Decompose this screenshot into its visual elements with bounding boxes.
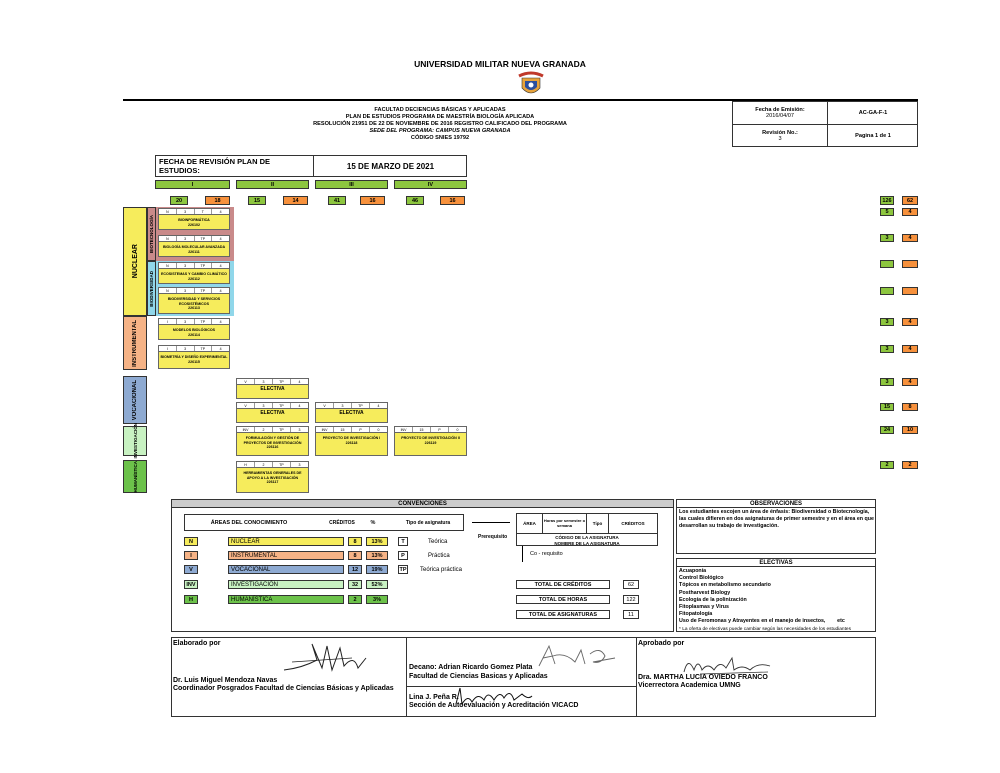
row-total-hours: 4 — [902, 345, 918, 353]
signature-gomez — [535, 642, 625, 672]
course-meta-cell: V — [237, 379, 255, 384]
sec-role: Sección de Autoevaluación y Acreditación VICACD — [409, 702, 579, 709]
course-meta-cell: 2 — [255, 462, 273, 467]
convention-name: INSTRUMENTAL — [228, 551, 344, 560]
semester-credits: 46 — [406, 196, 424, 205]
area-instrumental — [123, 316, 147, 370]
course-meta-cell: 4 — [219, 347, 222, 351]
course-meta-cell: TP — [195, 319, 213, 324]
elaborated-role: Coordinador Posgrados Facultad de Ciencias Básicas y Aplicadas — [173, 685, 394, 692]
course-name: ELECTIVA — [339, 410, 364, 416]
course-name: PROYECTO DE INVESTIGACIÓN I 226118 — [322, 436, 381, 445]
course-meta-cell: 3 — [298, 463, 301, 467]
area-nuclear — [123, 207, 147, 316]
row-total-credits — [880, 287, 894, 295]
electives-list — [679, 568, 874, 633]
semester-credits: 41 — [328, 196, 346, 205]
area-instrumental-label: INSTRUMENTAL — [132, 319, 138, 367]
header-meta-box — [732, 101, 918, 147]
revision-date-value: 15 DE MARZO DE 2021 — [313, 156, 467, 176]
course-meta-cell: H — [237, 462, 255, 467]
type-code: TP — [399, 566, 407, 573]
header-line: FACULTAD DECIENCIAS BÁSICAS Y APLICADAS — [374, 106, 506, 113]
course-meta-cell: 3 — [177, 209, 195, 214]
row-total-credits: 3 — [880, 318, 894, 326]
course-name: ECOSISTEMAS Y CAMBIO CLIMÁTICO 226112 — [161, 272, 227, 281]
convention-code: INV — [184, 580, 198, 589]
elective-item: Fitoplasmas y Virus — [679, 604, 729, 611]
fecha-emision-label: Fecha de Emisión: — [755, 107, 805, 113]
doc-code: AC-GA-F-1 — [828, 102, 918, 125]
electives-note: * La oferta de electivas puede cambiar según las necesidades de los estudiantes — [679, 626, 851, 632]
sec-name: Lina J. Peña R. — [409, 694, 459, 701]
course-key — [516, 513, 658, 546]
course-card-electiva[interactable] — [236, 378, 309, 399]
row-total-credits: 2 — [880, 461, 894, 469]
header-line: RESOLUCIÓN 21951 DE 22 DE NOVIEMBRE DE 2016 REGISTRO CALIFICADO DEL PROGRAMA — [313, 120, 567, 127]
key-hours: Horas por semestre o semana — [543, 514, 587, 534]
pct-header: % — [370, 519, 376, 526]
course-card[interactable] — [315, 426, 388, 456]
areas-header: ÁREAS DEL CONOCIMIENTO — [210, 519, 288, 526]
course-card-electiva[interactable] — [236, 402, 309, 423]
course-meta-cell: 4 — [219, 210, 222, 214]
course-meta-cell: I — [159, 319, 177, 324]
convention-pct: 13% — [366, 551, 388, 560]
header-line: PLAN DE ESTUDIOS PROGRAMA DE MAESTRÍA BIOLOGÍA APLICADA — [345, 113, 535, 120]
course-meta-cell: 3 — [177, 288, 195, 293]
revision-label: Revisión No.: — [762, 130, 798, 136]
university-logo — [516, 70, 546, 98]
total-credits-value: 62 — [623, 580, 639, 589]
course-meta-cell: 15 — [334, 427, 352, 432]
page-number: Pagina 1 de 1 — [855, 133, 891, 139]
observations-panel — [676, 499, 876, 554]
approved-role: Vicerrectora Academica UMNG — [638, 682, 741, 689]
semester-hours: 16 — [360, 196, 385, 205]
course-meta-cell: 3 — [177, 319, 195, 324]
area-investigacion-label: INVESTIGACIÓN — [132, 423, 138, 459]
row-total-hours: 4 — [902, 234, 918, 242]
semester-hours: 14 — [283, 196, 308, 205]
revision-cell — [733, 125, 828, 147]
course-meta-cell: N — [159, 288, 177, 293]
course-name: BIOMETRÍA Y DISEÑO EXPERIMENTAL 226115 — [160, 355, 228, 364]
course-meta-cell: N — [159, 236, 177, 241]
course-meta-cell: N — [159, 209, 177, 214]
convention-name: HUMANÍSTICA — [228, 595, 344, 604]
course-meta-cell: P — [352, 427, 370, 432]
convention-pct: 3% — [366, 595, 388, 604]
course-meta-cell: 0 — [456, 428, 459, 432]
area-investigacion — [123, 423, 147, 459]
course-meta-cell: 4 — [219, 289, 222, 293]
header-text-block — [150, 101, 730, 147]
key-code: CÓDIGO DE LA ASIGNATURA — [555, 534, 619, 540]
electives-panel — [676, 558, 876, 632]
fecha-emision-value: 2016/04/07 — [766, 113, 794, 119]
elective-item: Uso de Feromonas y Atrayentes en el manejo de insectos, etc — [679, 618, 845, 625]
course-card[interactable] — [158, 345, 230, 369]
convention-code: I — [184, 551, 198, 560]
elective-item: Tópicos en metabolismo secundario — [679, 582, 771, 589]
course-meta-cell: TP — [273, 403, 291, 408]
course-meta-cell: T — [195, 209, 213, 214]
course-name: BIODIVERSIDAD Y SERVICIOS ECOSISTÉMICOS 226113 — [167, 297, 221, 310]
coreq-arrow — [522, 546, 523, 562]
row-total-hours: 8 — [902, 403, 918, 411]
convention-pct: 52% — [366, 580, 388, 589]
course-card[interactable] — [394, 426, 467, 456]
conventions-panel — [171, 499, 674, 632]
area-vocacional — [123, 376, 147, 424]
key-type: Tipo — [587, 514, 609, 534]
convention-credits: 8 — [348, 551, 362, 560]
course-meta-cell: INV — [316, 427, 334, 432]
course-meta-cell: 3 — [334, 403, 352, 408]
fecha-emision-cell — [733, 102, 828, 125]
course-meta-cell: I — [159, 346, 177, 351]
course-meta-cell: 4 — [298, 380, 301, 384]
course-meta-cell: V — [316, 403, 334, 408]
course-meta-cell: TP — [195, 346, 213, 351]
convention-code: N — [184, 537, 198, 546]
course-card[interactable] — [158, 208, 230, 230]
row-total-credits: 3 — [880, 345, 894, 353]
course-name: HERRAMIENTAS GENERALES DE APOYO A LA INVESTIGACIÓN 226117 — [243, 471, 302, 484]
revision-date-box — [155, 155, 467, 177]
convention-code: V — [184, 565, 198, 574]
course-meta-cell: TP — [273, 462, 291, 467]
coreq-label: Co - requisito — [530, 551, 563, 557]
semester-header-3: III — [315, 180, 388, 189]
course-card-electiva[interactable] — [315, 402, 388, 423]
revision-value: 3 — [778, 136, 782, 142]
total-subjects-label: TOTAL DE ASIGNATURAS — [516, 610, 610, 619]
course-meta-cell: 4 — [219, 237, 222, 241]
convention-pct: 13% — [366, 537, 388, 546]
course-meta-cell: 15 — [413, 427, 431, 432]
course-card[interactable] — [236, 426, 309, 456]
course-meta-cell: INV — [237, 427, 255, 432]
electives-title: ELECTIVAS — [677, 559, 875, 567]
area-vocacional-label: VOCACIONAL — [132, 379, 138, 421]
semester-hours: 18 — [205, 196, 230, 205]
type-code: T — [398, 537, 408, 546]
elaborated-label: Elaborado por — [173, 640, 221, 647]
elective-item: Control Biológico — [679, 575, 724, 582]
course-name: ELECTIVA — [260, 410, 285, 416]
total-credits-label: TOTAL DE CRÉDITOS — [516, 580, 610, 589]
area-biodiversidad-label: BIODIVERSIDAD — [149, 270, 154, 307]
course-meta-cell: TP — [195, 236, 213, 241]
course-meta-cell: 3 — [255, 403, 273, 408]
course-meta-cell: TP — [352, 403, 370, 408]
course-card[interactable] — [158, 287, 230, 314]
row-total-hours — [902, 260, 918, 268]
course-card[interactable] — [158, 318, 230, 340]
semester-header-2: II — [236, 180, 309, 189]
observations-title: OBSERVACIONES — [677, 500, 875, 508]
elective-item: Postharvest Biology — [679, 589, 731, 596]
course-meta-cell: 3 — [177, 236, 195, 241]
conventions-title: CONVENCIONES — [172, 500, 673, 508]
course-card[interactable] — [236, 461, 309, 493]
course-name: BIOINFORMÁTICA 226102 — [178, 218, 210, 227]
course-name: ELECTIVA — [260, 386, 285, 392]
signature-mendoza — [282, 640, 372, 676]
row-total-hours: 4 — [902, 318, 918, 326]
convention-credits: 12 — [348, 565, 362, 574]
signature-divider — [406, 637, 407, 717]
observations-text: Los estudiantes escojen un área de énfasis: Biodiversidad o Biotecnología, las cuales difieren en dos asignaturas de primer semestre y en el área en que desarrollan su trabajo de investigación. — [679, 509, 874, 529]
course-name: MODELOS BIOLÓGICOS 226114 — [172, 328, 216, 337]
elective-item: Fitopatología — [679, 611, 713, 618]
course-meta-cell: N — [159, 263, 177, 268]
row-total-hours — [902, 287, 918, 295]
total-hours-label: TOTAL DE HORAS — [516, 595, 610, 604]
key-name: NOMBRE DE LA ASIGNATURA — [554, 540, 620, 546]
elective-item: Ecología de la polinización — [679, 596, 747, 603]
type-name: Teórica práctica — [420, 566, 463, 573]
area-biotecnologia-label: BIOTECNOLOGÍA — [149, 215, 154, 253]
convention-name: INVESTIGACIÓN — [228, 580, 344, 589]
row-total-credits — [880, 260, 894, 268]
university-title: UNIVERSIDAD MILITAR NUEVA GRANADA — [414, 59, 586, 69]
course-card[interactable] — [158, 235, 230, 257]
row-total-credits: 15 — [880, 403, 894, 411]
types-header: Tipo de asignatura — [405, 519, 451, 526]
course-meta-cell: 0 — [377, 428, 380, 432]
row-total-hours: 2 — [902, 461, 918, 469]
header-line: CÓDIGO SNIES 19792 — [410, 134, 470, 141]
area-humanistica — [123, 460, 147, 493]
credits-header: CRÉDITOS — [329, 519, 355, 526]
approved-label: Aprobado por — [638, 640, 685, 647]
type-name: Práctica — [428, 552, 450, 559]
convention-name: NUCLEAR — [228, 537, 344, 546]
header-line: SEDE DEL PROGRAMA: CAMPUS NUEVA GRANADA — [369, 127, 511, 134]
area-biodiversidad — [147, 261, 156, 316]
row-total-hours: 4 — [902, 378, 918, 386]
convention-credits: 32 — [348, 580, 362, 589]
course-meta-cell: 2 — [255, 427, 273, 432]
course-meta-cell: TP — [195, 288, 213, 293]
dean-name: Decano: Adrian Ricardo Gomez Plata — [409, 664, 533, 671]
course-card[interactable] — [158, 262, 230, 284]
semester-header-1: I — [155, 180, 230, 189]
semester-header-4: IV — [394, 180, 467, 189]
course-name: FORMULACIÓN Y GESTIÓN DE PROYECTOS DE INVESTIGACIÓN 226116 — [243, 436, 302, 449]
course-meta-cell: 3 — [177, 346, 195, 351]
semester-hours: 16 — [440, 196, 465, 205]
area-biotecnologia — [147, 207, 156, 261]
type-code: P — [398, 551, 408, 560]
course-meta-cell: 4 — [219, 264, 222, 268]
revision-date-label: FECHA DE REVISIÓN PLAN DE ESTUDIOS: — [159, 157, 270, 175]
course-meta-cell: 4 — [377, 404, 380, 408]
total-credits-top: 126 — [880, 196, 894, 205]
elective-item: Acuaponía — [679, 568, 707, 574]
convention-name: VOCACIONAL — [228, 565, 344, 574]
dean-role: Facultad de Ciencias Basicas y Aplicadas — [409, 673, 548, 680]
row-total-credits: 3 — [880, 378, 894, 386]
total-hours-value: 122 — [623, 595, 639, 604]
area-nuclear-label: NUCLEAR — [131, 244, 139, 279]
convention-code: H — [184, 595, 198, 604]
prereq-label: Prerequisito — [478, 534, 508, 540]
convention-credits: 8 — [348, 537, 362, 546]
course-meta-cell: 3 — [298, 428, 301, 432]
convention-credits: 2 — [348, 595, 362, 604]
course-meta-cell: TP — [273, 427, 291, 432]
course-meta-cell: 3 — [177, 263, 195, 268]
total-subjects-value: 11 — [623, 610, 639, 619]
row-total-hours: 4 — [902, 208, 918, 216]
signature-divider — [636, 637, 637, 717]
key-area: ÁREA — [517, 514, 543, 534]
row-total-credits: 5 — [880, 208, 894, 216]
prereq-arrow — [472, 522, 510, 523]
semester-credits: 15 — [248, 196, 266, 205]
type-name: Teórica — [428, 538, 448, 545]
elaborated-name: Dr. Luis Miguel Mendoza Navas — [173, 677, 278, 684]
total-hours-top: 62 — [902, 196, 918, 205]
area-humanistica-label: HUMANÍSTICA — [132, 460, 138, 493]
course-meta-cell: TP — [195, 263, 213, 268]
row-total-credits: 24 — [880, 426, 894, 434]
course-meta-cell: TP — [273, 379, 291, 384]
course-meta-cell: 3 — [255, 379, 273, 384]
course-name: PROYECTO DE INVESTIGACIÓN II 226119 — [401, 436, 460, 445]
key-credits: CRÉDITOS — [609, 514, 657, 534]
course-meta-cell: 4 — [219, 320, 222, 324]
course-meta-cell: P — [431, 427, 449, 432]
course-name: BIOLOGÍA MOLECULAR AVANZADA 226111 — [162, 245, 226, 254]
course-meta-cell: 4 — [298, 404, 301, 408]
course-meta-cell: V — [237, 403, 255, 408]
row-total-credits: 3 — [880, 234, 894, 242]
semester-credits: 20 — [170, 196, 188, 205]
row-total-hours: 10 — [902, 426, 918, 434]
convention-pct: 19% — [366, 565, 388, 574]
course-meta-cell: INV — [395, 427, 413, 432]
approved-name: Dra. MARTHA LUCIA OVIEDO FRANCO — [638, 674, 768, 681]
